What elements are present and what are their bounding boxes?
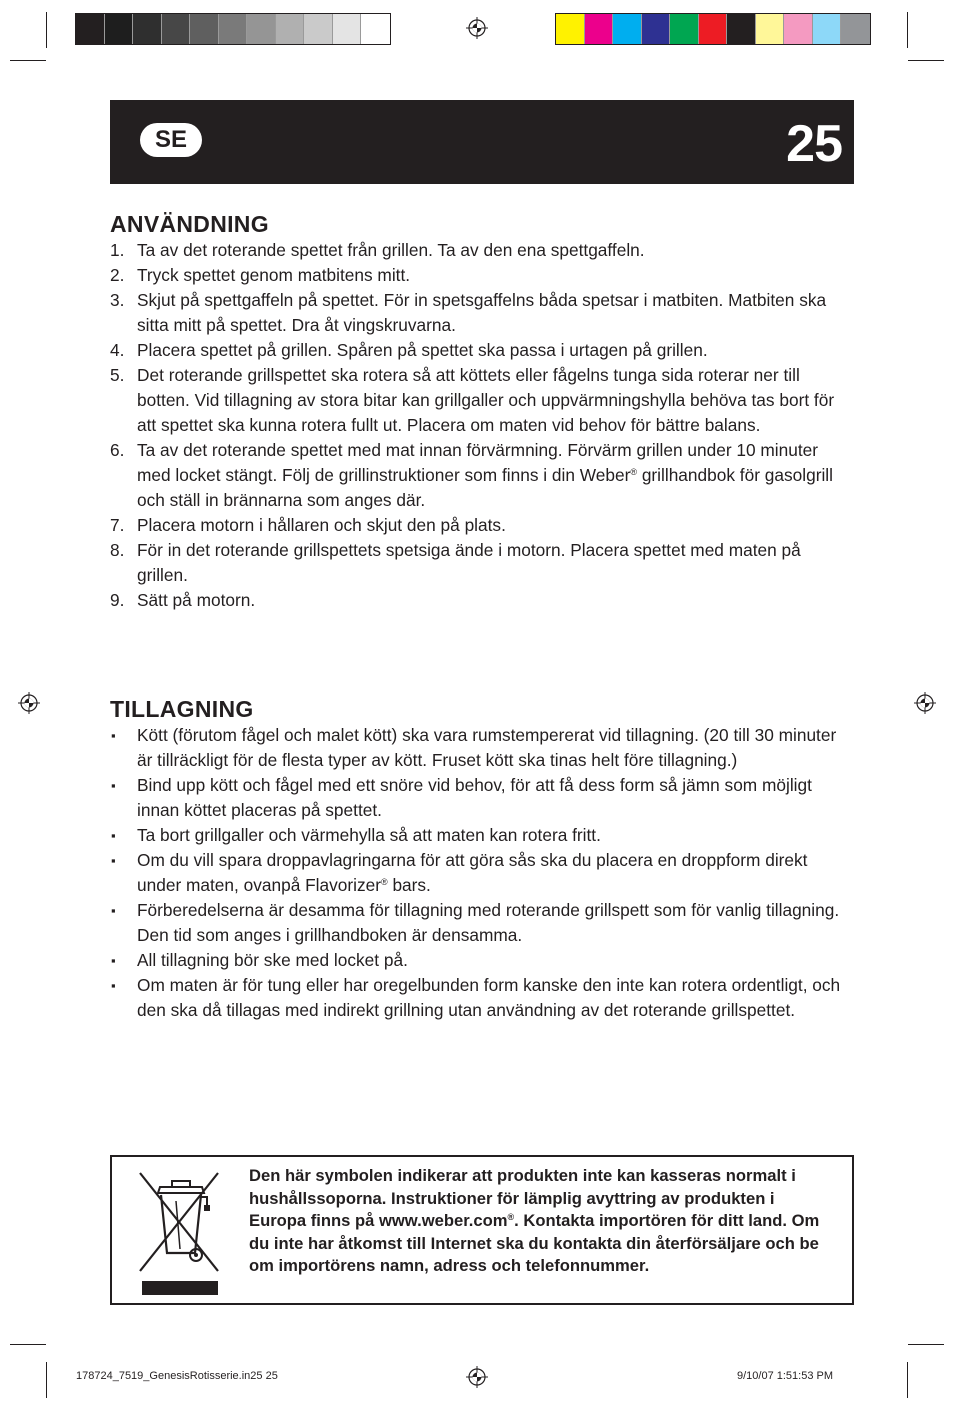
- disposal-notice-text: Den här symbolen indikerar att produkten inte kan kasseras normalt i hushållssoporna. Instruktioner för lämplig avyttring av produkten i Europa finns på www.weber.com®. Kontakta importören för ditt land. Om du inte har åtkomst till Internet ska du kontakta din återförsäljare och be om importörens namn, adress och telefonnummer.: [249, 1166, 820, 1276]
- list-item: [110, 898, 850, 948]
- step-number: 6.: [110, 440, 125, 460]
- list-item: [110, 538, 850, 588]
- color-swatch: [276, 14, 305, 44]
- list-item: [110, 848, 850, 898]
- color-swatch: [333, 14, 362, 44]
- list-item: [110, 363, 850, 438]
- file-label: 178724_7519_GenesisRotisserie.in25 25: [76, 1370, 278, 1382]
- language-badge: SE: [140, 123, 202, 157]
- color-swatch: [813, 14, 842, 44]
- list-item: [110, 338, 850, 363]
- step-number: 4.: [110, 340, 125, 360]
- bullet-icon: ▪: [111, 828, 116, 843]
- registration-mark-icon: [466, 17, 488, 39]
- list-item: [110, 723, 850, 773]
- page-number: 25: [786, 115, 842, 173]
- color-swatch: [556, 14, 585, 44]
- color-swatch: [756, 14, 785, 44]
- color-swatch: [76, 14, 105, 44]
- crop-mark: [10, 1344, 46, 1345]
- color-swatch: [784, 14, 813, 44]
- color-swatch: [642, 14, 671, 44]
- tip-text: Bind upp kött och fågel med ett snöre vid behov, för att få dess form så jämn som möjligt innan köttet placeras på spettet.: [137, 775, 812, 820]
- crop-mark: [908, 60, 944, 61]
- disposal-notice-box: [110, 1155, 854, 1305]
- tip-text: Om maten är för tung eller har oregelbunden form kanske den inte kan rotera ordentligt, och den ska då tillagas med indirekt grillning utan användning av det roterande grillspettet.: [137, 975, 841, 1020]
- crop-mark: [46, 1362, 47, 1398]
- crop-mark: [10, 60, 46, 61]
- registration-mark-icon: [466, 1366, 488, 1388]
- step-text: Tryck spettet genom matbitens mitt.: [137, 265, 411, 285]
- crop-mark: [907, 1362, 908, 1398]
- color-swatch: [105, 14, 134, 44]
- list-item: [110, 823, 850, 848]
- step-number: 1.: [110, 240, 125, 260]
- bullet-icon: ▪: [111, 903, 116, 918]
- color-swatch: [727, 14, 756, 44]
- page-header-bar: [110, 100, 854, 184]
- registration-mark-icon: [914, 692, 936, 714]
- step-text: Skjut på spettgaffeln på spettet. För in spetsgaffelns båda spetsar i matbiten. Matbiten ska sitta mitt på spettet. Dra åt vingskruvarna.: [137, 290, 827, 335]
- crop-mark: [908, 1344, 944, 1345]
- list-item: [110, 288, 850, 338]
- registration-mark-icon: [18, 692, 40, 714]
- step-text: För in det roterande grillspettets spetsiga ände i motorn. Placera spettet med maten på grillen.: [137, 540, 801, 585]
- list-item: [110, 513, 850, 538]
- step-text: Det roterande grillspettet ska rotera så att köttets eller fågelns tunga sida roterar ner till botten. Vid tillagning av stora bitar kan grillgaller och uppvärmningshylla behöva tas bort för att spettet ska kunna rotera fullt ut. Placera om maten vid behov för bättre balans.: [137, 365, 835, 435]
- step-number: 3.: [110, 290, 125, 310]
- step-text: Placera motorn i hållaren och skjut den på plats.: [137, 515, 506, 535]
- tip-text: Kött (förutom fågel och malet kött) ska vara rumstempererat vid tillagning. (20 till 30 minuter är tillräckligt för de flesta typer av kött. Fruset kött ska tinas helt före tillagning.): [137, 725, 837, 770]
- color-swatch: [162, 14, 191, 44]
- step-number: 8.: [110, 540, 125, 560]
- color-swatch: [361, 14, 390, 44]
- color-swatch: [670, 14, 699, 44]
- section-tillagning: [110, 695, 850, 1023]
- bullet-icon: ▪: [111, 853, 116, 868]
- color-swatch: [190, 14, 219, 44]
- tips-list: [110, 723, 850, 1023]
- tip-text: All tillagning bör ske med locket på.: [137, 950, 408, 970]
- tip-text: Förberedelserna är desamma för tillagning med roterande grillspett som för vanlig tillagning. Den tid som anges i grillhandboken är densamma.: [137, 900, 840, 945]
- section-heading: ANVÄNDNING: [110, 211, 269, 237]
- process-color-bar: [555, 13, 871, 45]
- step-number: 2.: [110, 265, 125, 285]
- grayscale-color-bar: [75, 13, 391, 45]
- color-swatch: [699, 14, 728, 44]
- step-text: Ta av det roterande spettet från grillen. Ta av den ena spettgaffeln.: [137, 240, 645, 260]
- tip-text: Ta bort grillgaller och värmehylla så att maten kan rotera fritt.: [137, 825, 601, 845]
- list-item: [110, 238, 850, 263]
- list-item: [110, 438, 850, 513]
- color-swatch: [585, 14, 614, 44]
- bullet-icon: ▪: [111, 728, 116, 743]
- color-swatch: [613, 14, 642, 44]
- list-item: [110, 773, 850, 823]
- step-number: 5.: [110, 365, 125, 385]
- crop-mark: [46, 12, 47, 48]
- crop-mark: [907, 12, 908, 48]
- step-text: Ta av det roterande spettet med mat innan förvärmning. Förvärm grillen under 10 minuter med locket stängt. Följ de grillinstruktioner som finns i din Weber® grillhandbok för gasolgrill och ställ in brännarna som anges där.: [137, 440, 833, 510]
- section-heading: TILLAGNING: [110, 696, 254, 722]
- list-item: [110, 588, 850, 613]
- bullet-icon: ▪: [111, 978, 116, 993]
- list-item: [110, 973, 850, 1023]
- color-swatch: [133, 14, 162, 44]
- bullet-icon: ▪: [111, 953, 116, 968]
- timestamp: 9/10/07 1:51:53 PM: [737, 1370, 834, 1382]
- tip-text: Om du vill spara droppavlagringarna för att göra sås ska du placera en droppform direkt under maten, ovanpå Flavorizer® bars.: [137, 850, 808, 895]
- color-swatch: [219, 14, 248, 44]
- steps-list: [110, 238, 850, 613]
- color-swatch: [841, 14, 870, 44]
- step-text: Placera spettet på grillen. Spåren på spettet ska passa i urtagen på grillen.: [137, 340, 708, 360]
- step-number: 9.: [110, 590, 125, 610]
- step-number: 7.: [110, 515, 125, 535]
- list-item: [110, 948, 850, 973]
- list-item: [110, 263, 850, 288]
- color-swatch: [247, 14, 276, 44]
- color-swatch: [304, 14, 333, 44]
- bullet-icon: ▪: [111, 778, 116, 793]
- step-text: Sätt på motorn.: [137, 590, 256, 610]
- crossed-out-wheelie-bin-icon: [132, 1167, 226, 1295]
- section-anvandning: [110, 210, 850, 613]
